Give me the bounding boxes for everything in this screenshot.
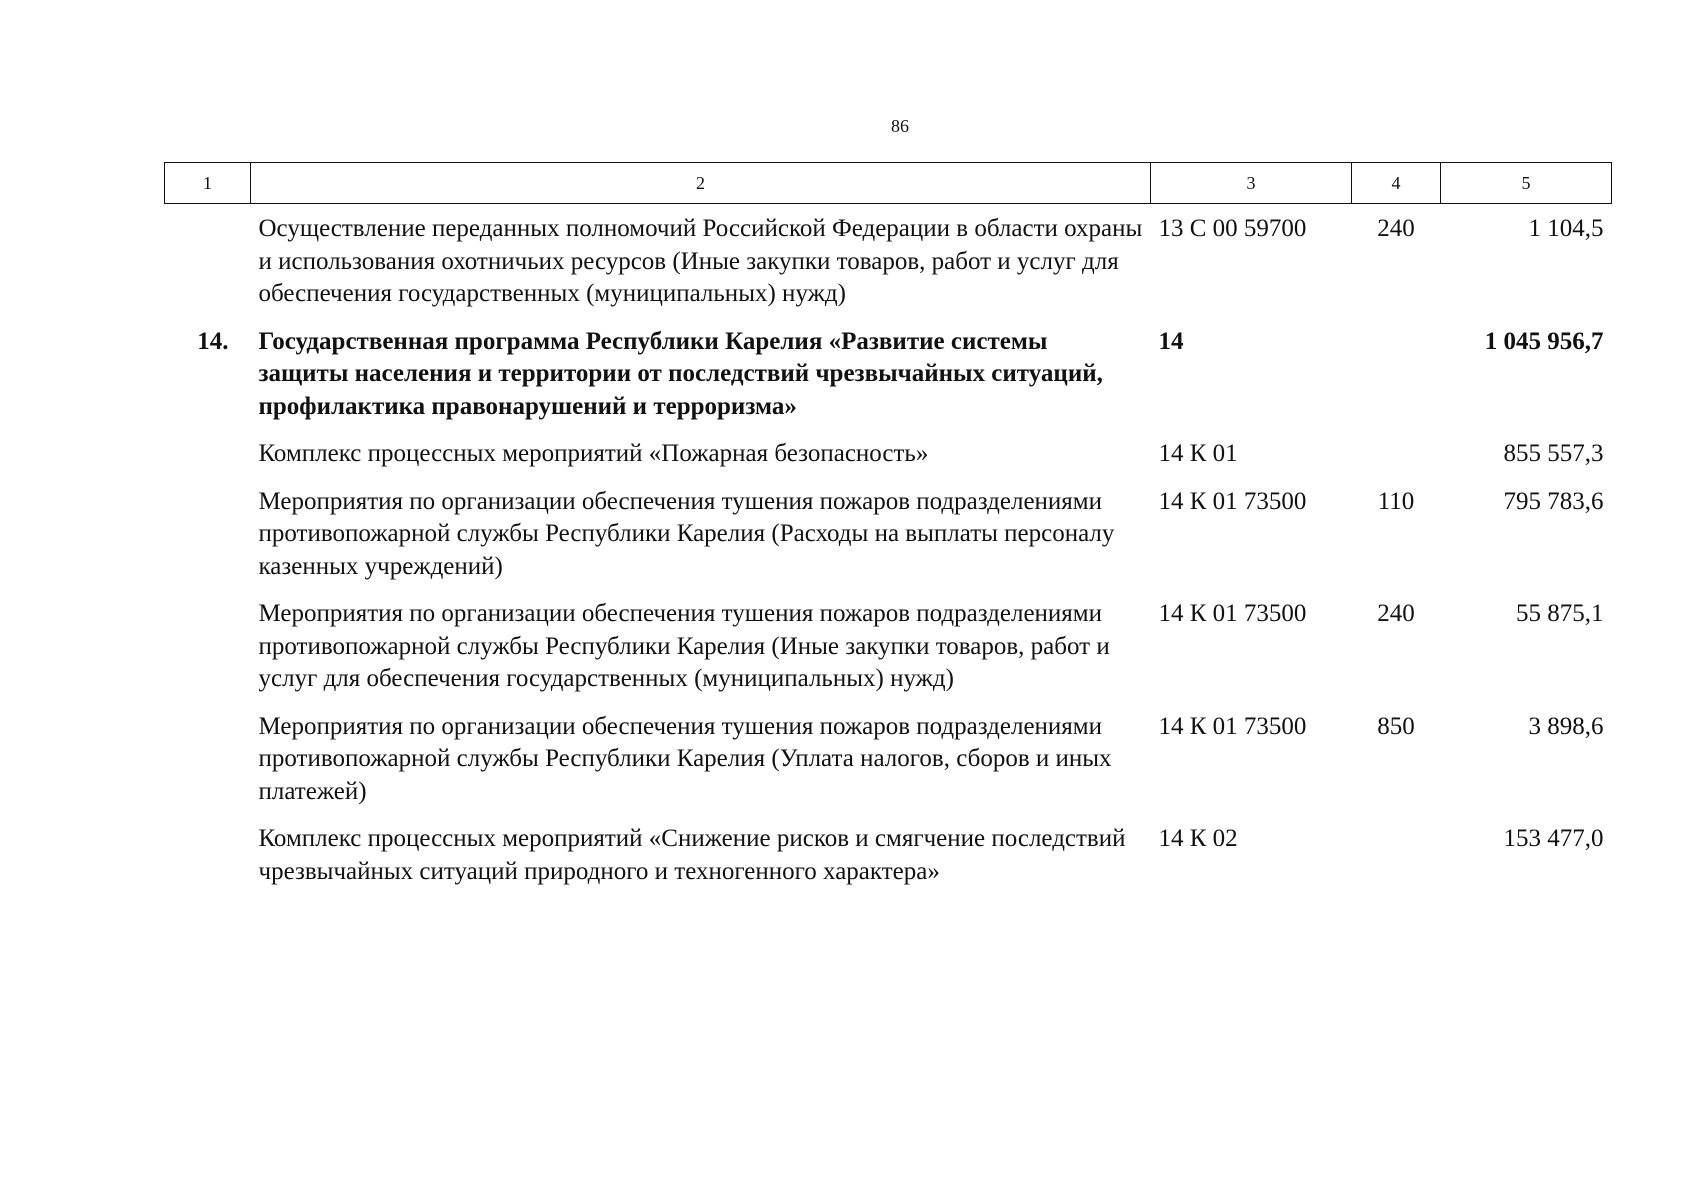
row-name: Мероприятия по организации обеспечения тушения пожаров подразделениями противопожарной службы Республики Карелия (Расходы на выплаты персоналу казенных учреждений)	[258, 487, 1115, 580]
row-expense-type	[1352, 320, 1441, 433]
row-amount: 795 783,6	[1503, 487, 1604, 515]
row-expense-type	[1352, 817, 1441, 897]
row-code: 13 С 00 59700	[1158, 215, 1307, 242]
row-code: 14 К 02	[1158, 825, 1238, 852]
header-col-1: 1	[165, 163, 251, 204]
header-col-4: 4	[1352, 163, 1441, 204]
header-col-5: 5	[1441, 163, 1612, 204]
row-amount: 3 898,6	[1528, 712, 1604, 740]
header-col-3: 3	[1151, 163, 1352, 204]
row-expense-type: 110	[1377, 487, 1415, 515]
row-number	[165, 592, 251, 705]
row-expense-type: 850	[1377, 712, 1415, 740]
row-number	[165, 204, 251, 320]
table-row	[165, 432, 1612, 480]
row-code: 14	[1158, 327, 1184, 355]
row-name: Мероприятия по организации обеспечения тушения пожаров подразделениями противопожарной службы Республики Карелия (Уплата налогов, сборов и иных платежей)	[258, 712, 1112, 805]
budget-table	[164, 162, 1612, 897]
row-amount: 55 875,1	[1516, 600, 1604, 627]
row-name: Осуществление переданных полномочий Российской Федерации в области охраны и использования охотничьих ресурсов (Иные закупки товаров, работ и услуг для обеспечения государственных (муниципальных) нужд)	[258, 215, 1143, 307]
row-name: Государственная программа Республики Карелия «Развитие системы защиты населения и территории от последствий чрезвычайных ситуаций, профилактика правонарушений и терроризма»	[258, 327, 1103, 420]
header-row	[165, 163, 1612, 204]
table-body	[165, 204, 1612, 898]
table-row	[165, 480, 1612, 593]
table-row-program	[165, 320, 1612, 433]
row-number	[165, 432, 251, 480]
row-amount: 855 557,3	[1503, 440, 1604, 467]
row-code: 14 К 01	[1158, 440, 1238, 467]
row-number	[165, 817, 251, 897]
page-number: 86	[891, 116, 909, 136]
row-expense-type: 240	[1377, 215, 1415, 242]
row-amount: 1 104,5	[1528, 215, 1604, 242]
table-header	[165, 163, 1612, 204]
row-name: Комплекс процессных мероприятий «Снижение рисков и смягчение последствий чрезвычайных ситуаций природного и техногенного характера»	[258, 825, 1126, 885]
row-amount: 1 045 956,7	[1484, 327, 1604, 355]
row-number	[165, 705, 251, 818]
table-row	[165, 592, 1612, 705]
row-code: 14 К 01 73500	[1158, 487, 1307, 515]
row-expense-type	[1352, 432, 1441, 480]
row-number	[165, 480, 251, 593]
row-expense-type: 240	[1377, 600, 1415, 627]
table-row	[165, 705, 1612, 818]
row-code: 14 К 01 73500	[1158, 600, 1307, 627]
row-code: 14 К 01 73500	[1158, 712, 1307, 740]
row-name: Мероприятия по организации обеспечения тушения пожаров подразделениями противопожарной службы Республики Карелия (Иные закупки товаров, работ и услуг для обеспечения государственных (муниципальных) нужд)	[258, 600, 1110, 692]
header-col-2: 2	[251, 163, 1151, 204]
table-row	[165, 204, 1612, 320]
row-amount: 153 477,0	[1503, 825, 1604, 852]
row-name: Комплекс процессных мероприятий «Пожарная безопасность»	[258, 440, 929, 467]
table-row	[165, 817, 1612, 897]
row-number: 14.	[197, 327, 229, 355]
